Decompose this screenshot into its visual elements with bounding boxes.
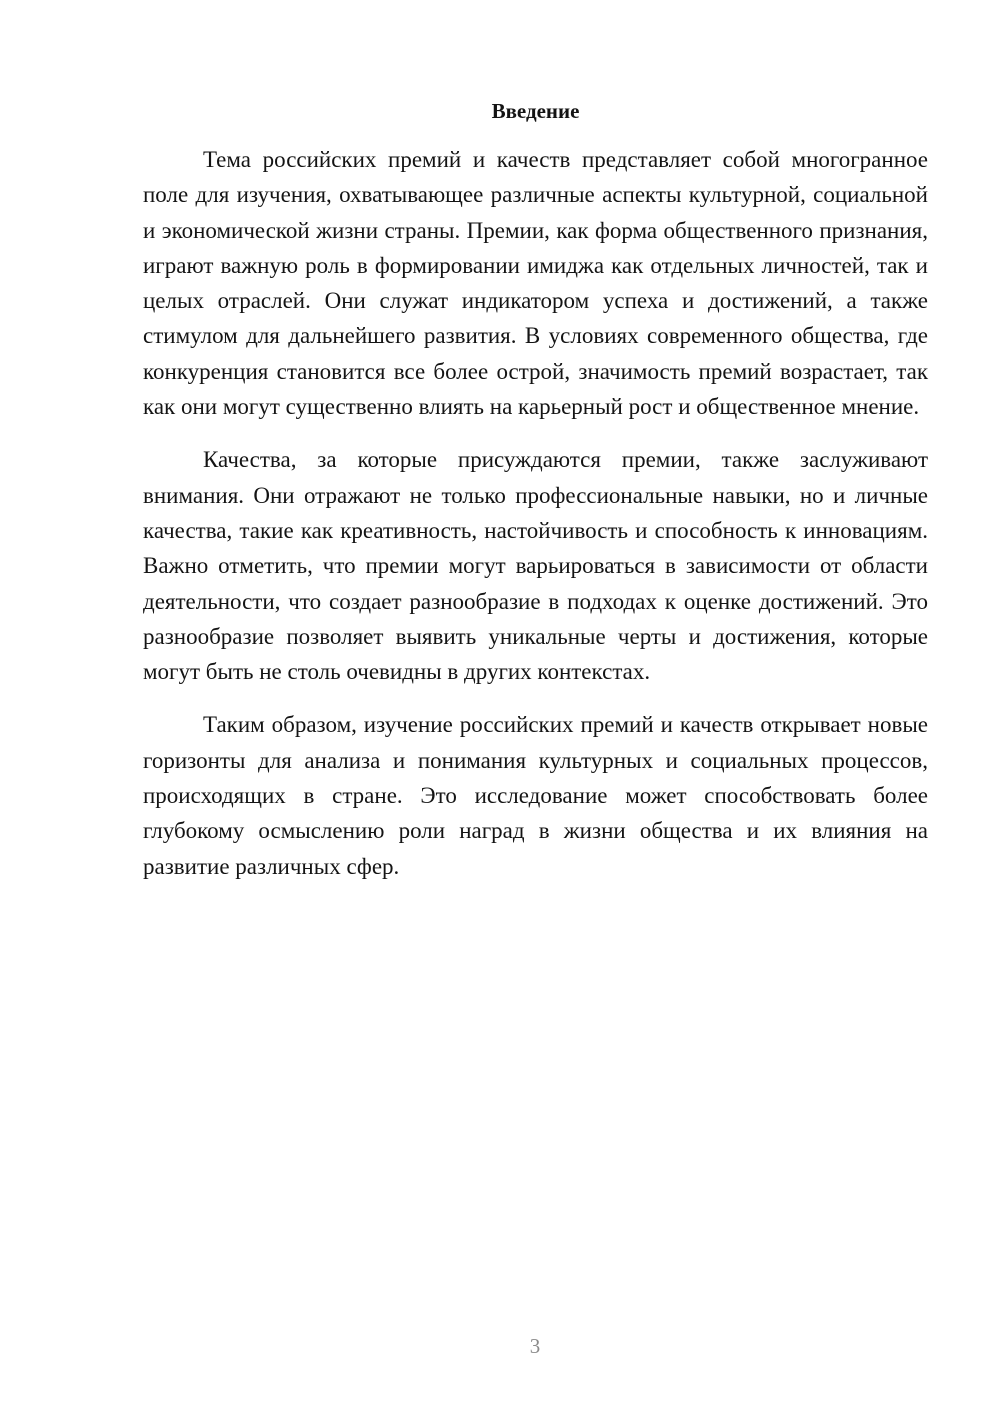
paragraph-3: Таким образом, изучение российских премий и качеств открывает новые горизонты для анализа и понимания культурных и социальных процессов, происходящих в стране. Это исследование может способствовать более глубокому осмыслению роли наград в жизни общества и их влияния на развитие различных сфер.: [143, 712, 928, 879]
body-text: [143, 142, 928, 902]
paragraph-2: Качества, за которые присуждаются премии, также заслуживают внимания. Они отражают не только профессиональные навыки, но и личные качества, такие как креативность, настойчивость и способность к инновациям. Важно отметить, что премии могут варьироваться в зависимости от области деятельности, что создает разнообразие в подходах к оценке достижений. Это разнообразие позволяет выявить уникальные черты и достижения, которые могут быть не столь очевидны в других контекстах.: [143, 447, 928, 685]
page-number: 3: [529, 1334, 541, 1358]
section-heading: Введение: [491, 99, 580, 123]
paragraph-1: Тема российских премий и качеств представляет собой многогранное поле для изучения, охватывающее различные аспекты культурной, социальной и экономической жизни страны. Премии, как форма общественного признания, играют важную роль в формировании имиджа как отдельных личностей, так и целых отраслей. Они служат индикатором успеха и достижений, а также стимулом для дальнейшего развития. В условиях современного общества, где конкуренция становится все более острой, значимость премий возрастает, так как они могут существенно влиять на карьерный рост и общественное мнение.: [143, 147, 928, 420]
